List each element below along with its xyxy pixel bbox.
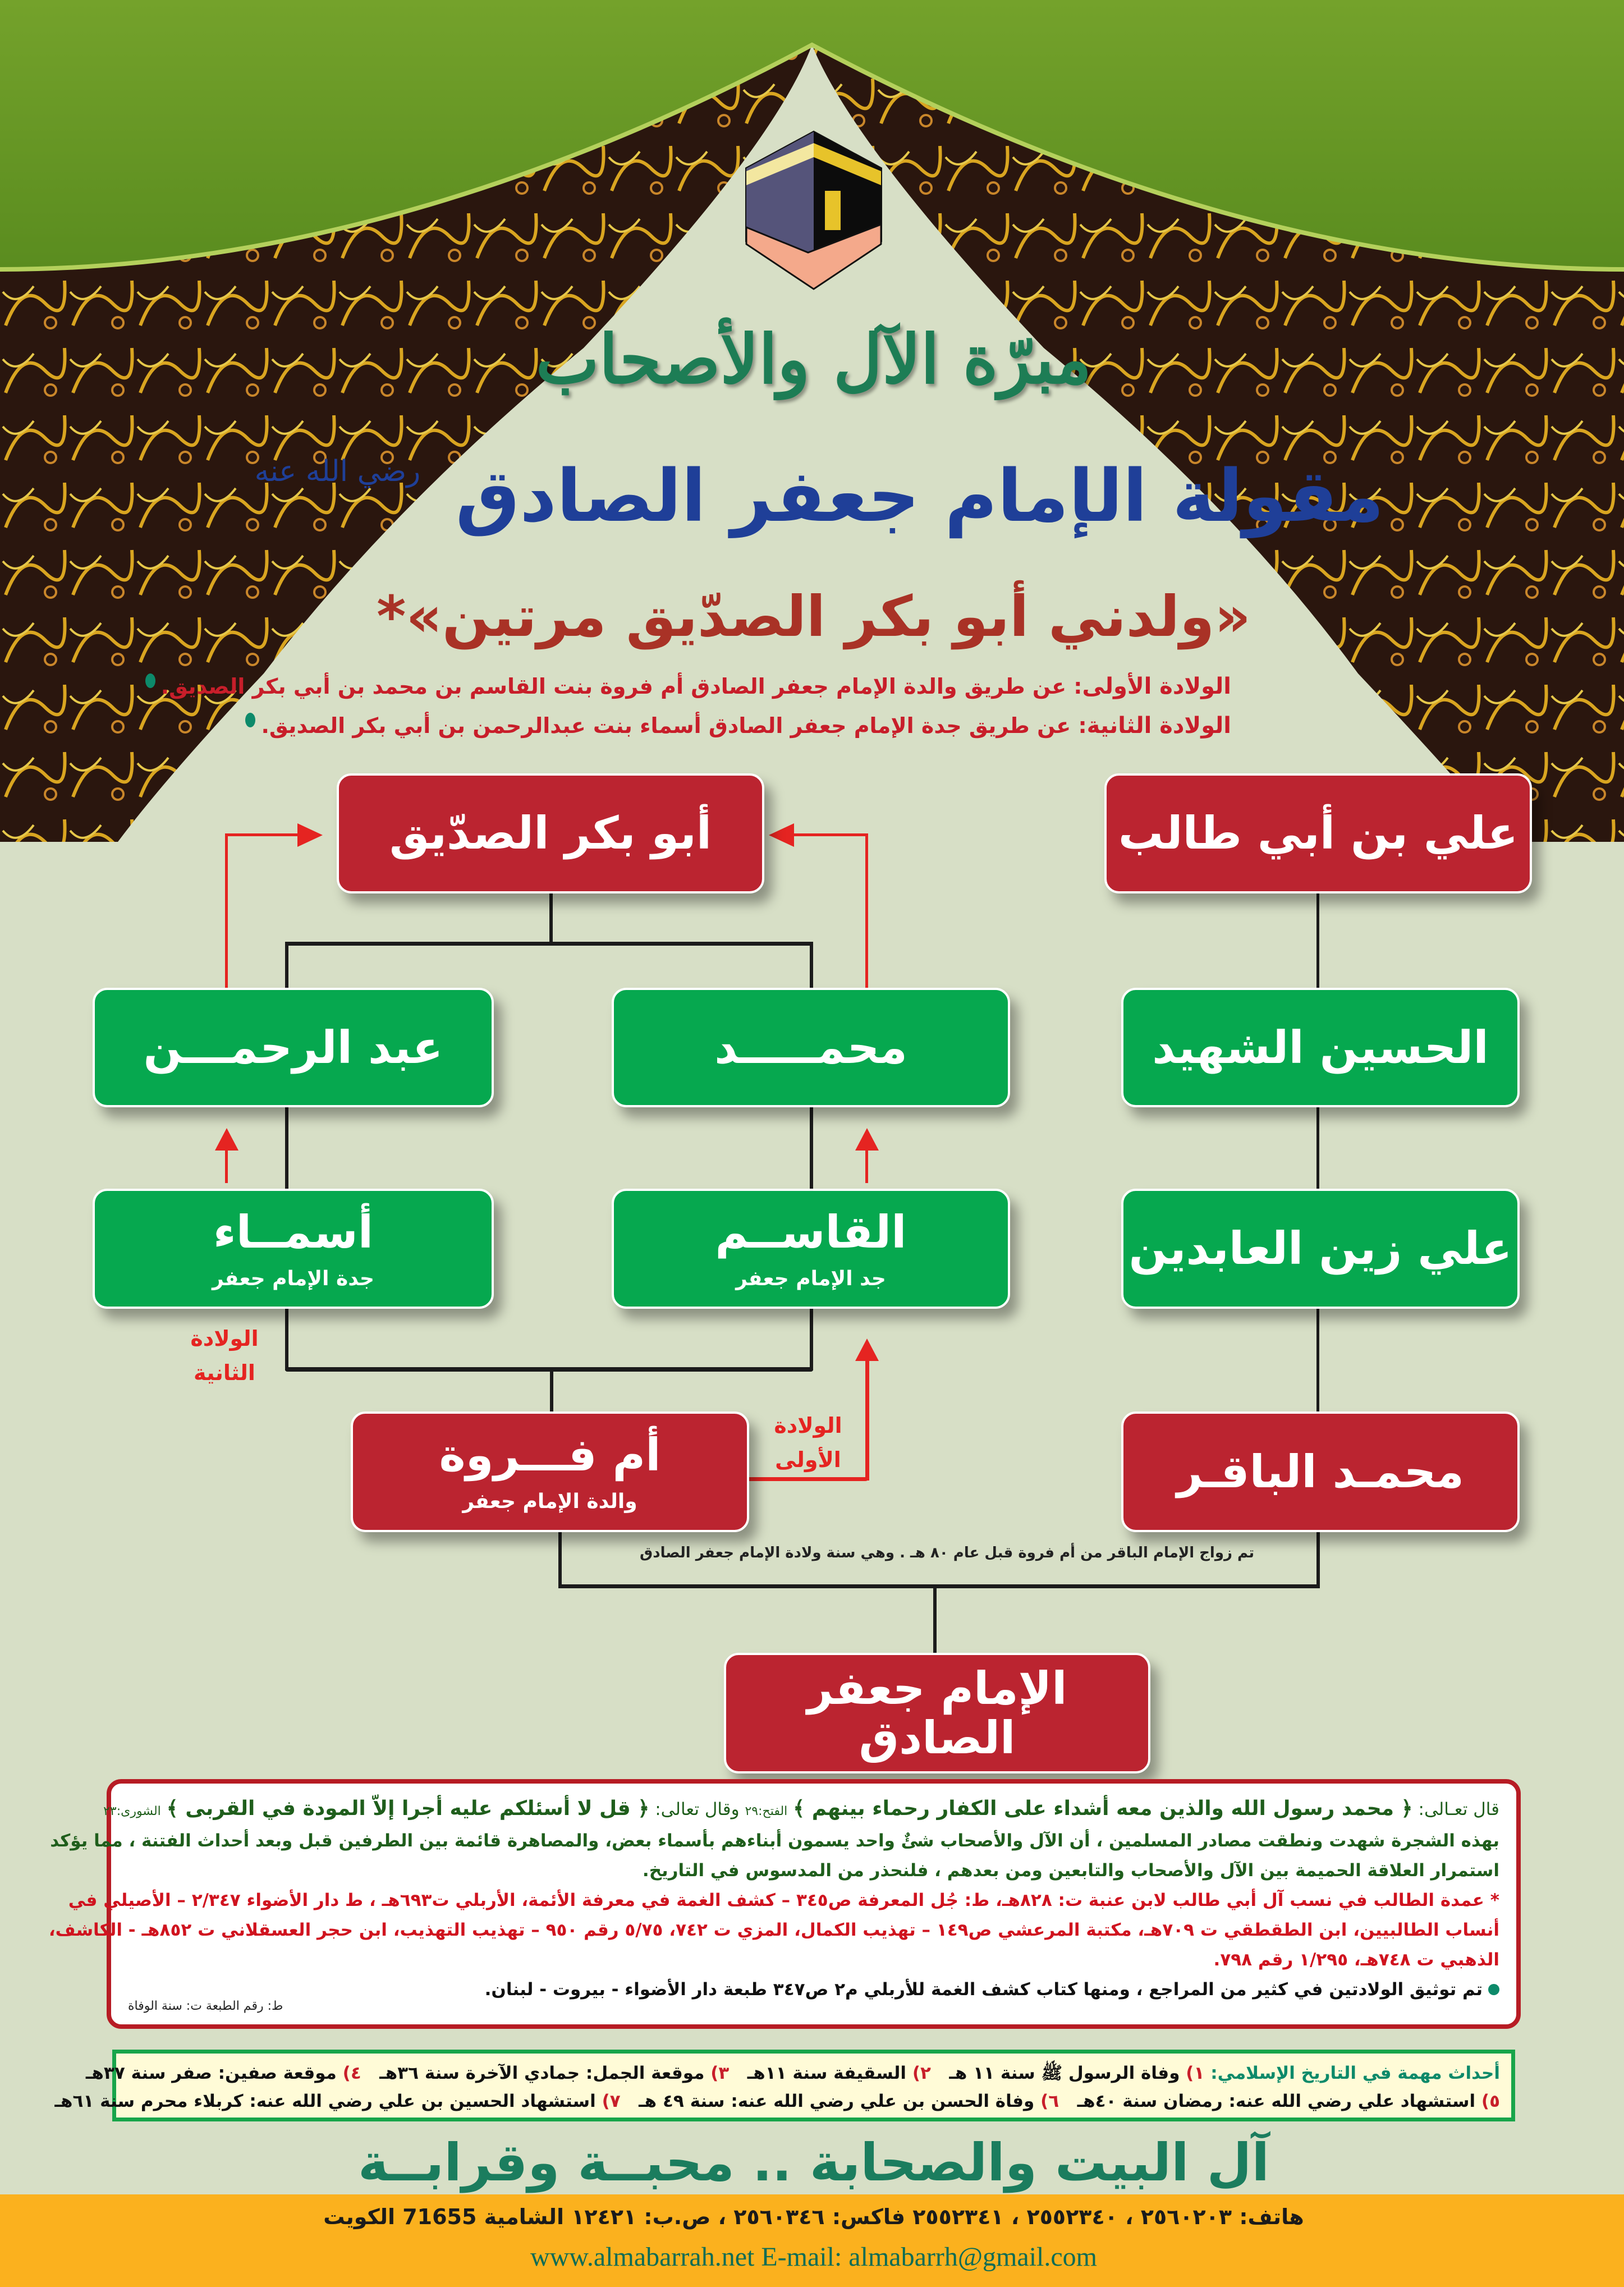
arrow-up-icon (855, 1339, 879, 1361)
documentation-text: تم توثيق الولادتين في كثير من المراجع ، ومنها كتاب كشف الغمة للأربلي م٢ ص٣٤٧ طبعة دار الأضواء - بيروت - لبنان. (484, 1979, 1483, 2000)
connector (558, 1584, 1320, 1588)
website-email[interactable]: www.almabarrah.net E-mail: almabarrh@gmail.com (530, 2242, 1098, 2272)
organization-name: مبرّة الآل والأصحاب (535, 320, 1092, 399)
connector (285, 942, 288, 988)
quran-verses-line (103, 1794, 1499, 1826)
connector (285, 1107, 288, 1189)
node-abdulrahman (93, 988, 494, 1107)
second-birth-text: : عن طريق جدة الإمام جعفر الصادق أسماء بنت عبدالرحمن بن أبي بكر الصديق. (261, 713, 1087, 738)
arrow-line (225, 1145, 228, 1183)
annotation-line: الولادة (774, 1413, 842, 1438)
node-subtitle: جدة الإمام جعفر (212, 1267, 374, 1290)
node-muhammad (612, 988, 1010, 1107)
quote-subtitle: «ولدني أبو بكر الصدّيق مرتين»* (377, 584, 1251, 649)
event-text: موقعة الجمل: جمادي الآخرة سنة ٣٦هـ (379, 2063, 705, 2083)
abbreviation-legend: ط: رقم الطبعة ت: سنة الوفاة (128, 1999, 283, 2013)
connector (285, 1367, 813, 1372)
events-line-2 (54, 2087, 1500, 2115)
node-name: أم فـــروة (439, 1429, 661, 1481)
node-umm-farwa (351, 1411, 749, 1532)
arrow-line (749, 1477, 869, 1481)
connector (285, 942, 813, 946)
annotation-line: الأولى (775, 1447, 841, 1472)
node-name: علي بن أبي طالب (1118, 807, 1519, 859)
annotation-line: الثانية (194, 1360, 255, 1385)
connector (810, 1107, 813, 1189)
node-name: علي زين العابدين (1128, 1222, 1512, 1275)
node-asma (93, 1189, 494, 1309)
title-text: مقولة الإمام جعفر الصادق (455, 455, 1384, 538)
event-text: وفاة الرسول ﷺ سنة ١١ هـ (949, 2063, 1180, 2083)
node-hussein (1121, 988, 1520, 1107)
second-birth-label: الولادة الثانية (1086, 713, 1231, 739)
node-abu-bakr (337, 773, 764, 893)
connector (550, 1369, 553, 1411)
node-subtitle: جد الإمام جعفر (736, 1267, 886, 1290)
event-text: استشهاد علي رضي الله عنه: رمضان سنة ٤٠هـ (1077, 2091, 1476, 2111)
event-number: ٥) (1481, 2091, 1500, 2111)
node-qasim (612, 1189, 1010, 1309)
second-birth-annotation (174, 1322, 275, 1390)
node-ali (1104, 773, 1532, 893)
quote-intro-2: وقال تعالى: (655, 1799, 740, 1819)
arrow-line (225, 835, 228, 988)
connector (810, 1309, 813, 1371)
honorific: رضي الله عنه (254, 455, 421, 488)
arrow-right-icon (297, 823, 323, 847)
annotation-line: الولادة (190, 1326, 259, 1351)
verse-2: ﴿ قل لا أسئلكم عليه أجرا إلاّ المودة في القربى ﴾ (166, 1797, 650, 1820)
verse-1-ref: الفتح:٢٩ (745, 1804, 788, 1818)
connector (285, 1309, 288, 1371)
node-name: محمـــــد (714, 1021, 907, 1074)
verse-2-ref: الشورى:٢٣ (103, 1804, 161, 1818)
node-name: أسمــاء (213, 1206, 374, 1258)
events-line-1 (85, 2059, 1500, 2087)
connector (1316, 893, 1319, 988)
node-name: أبو بكر الصدّيق (389, 807, 712, 859)
kaaba-handshake-logo (741, 129, 887, 297)
source-line: * عمدة الطالب في نسب آل أبي طالب لابن عنبة ت: ٨٢٨هـ، ط: جُل المعرفة ص٣٤٥ – كشف الغمة في معرفة الأئمة، الأربلي ت٦٩٣هـ ، ط دار الأضواء ٢/٣٤٧ – الأصيلي في (68, 1890, 1499, 1910)
events-title: أحداث مهمة في التاريخ الإسلامي: (1210, 2063, 1500, 2083)
arrow-line (865, 1145, 868, 1183)
arrow-line (865, 835, 868, 988)
bullet-icon (1488, 1984, 1499, 1995)
arrow-up-icon (855, 1128, 879, 1151)
event-number: ١) (1186, 2063, 1205, 2083)
event-number: ٧) (602, 2091, 621, 2111)
historical-events-box (54, 2050, 1515, 2121)
source-line: الذهبي ت ٧٤٨هـ، ١/٢٩٥ رقم ٧٩٨. (1213, 1950, 1499, 1970)
connector (1316, 1107, 1319, 1189)
bullet-icon (245, 713, 255, 727)
node-baqir (1121, 1411, 1520, 1532)
source-line: أنساب الطالبيين، ابن الطقطقي ت ٧٠٩هـ، مكتبة المرعشي ص١٤٩ – تهذيب الكمال، المزي ت ٧٤٢، ٥/٧٥ رقم ٩٥٠ – تهذيب التهذيب، ابن حجر العسقلاني ت ٨٥٢هـ - الكاشف، (48, 1920, 1499, 1940)
event-number: ٤) (342, 2063, 361, 2083)
page-title (202, 455, 1437, 538)
node-name: الإمام جعفر الصادق (807, 1662, 1067, 1764)
arrow-line (791, 833, 868, 836)
event-text: استشهاد الحسين بن علي رضي الله عنه: كربلاء محرم سنة ٦١هـ (54, 2091, 596, 2111)
node-zain-alabidin (1121, 1189, 1520, 1309)
event-text: موقعة صفين: صفر سنة ٣٧هـ (85, 2063, 337, 2083)
documentation-line (128, 1975, 1499, 2005)
verse-1: ﴿ محمد رسول الله والذين معه أشداء على الكفار رحماء بينهم ﴾ (793, 1797, 1413, 1820)
first-birth-line (145, 673, 1231, 699)
first-birth-label: الولادة الأولى (1082, 673, 1231, 699)
paragraph-line: استمرار العلاقة الحميمة بين الآل والأصحاب والتابعين ومن بعدهم ، فلنحذر من المدسوس في التاريخ. (642, 1860, 1499, 1881)
first-birth-text: : عن طريق والدة الإمام جعفر الصادق أم فروة بنت القاسم بن محمد بن أبي بكر الصديق. (160, 674, 1082, 699)
second-birth-line (245, 713, 1231, 739)
slogan: آل البيت والصحابة .. محبــة وقرابــة (357, 2133, 1269, 2193)
event-text: وفاة الحسن بن علي رضي الله عنه: سنة ٤٩ هـ (639, 2091, 1035, 2111)
event-text: السقيفة سنة ١١هـ (747, 2063, 907, 2083)
marriage-note: تم زواج الإمام الباقر من أم فروة قبل عام ٨٠ هـ . وهي سنة ولادة الإمام جعفر الصادق (640, 1544, 1255, 1561)
arrow-left-icon (769, 823, 794, 847)
node-jafar-sadiq (724, 1653, 1150, 1773)
connector (1316, 1532, 1320, 1588)
first-birth-annotation (758, 1409, 859, 1477)
connector (1316, 1309, 1319, 1411)
connector (810, 942, 813, 988)
node-subtitle: والدة الإمام جعفر (462, 1490, 637, 1513)
paragraph-line: بهذه الشجرة شهدت ونطقت مصادر المسلمين ، أن الآل والأصحاب شئٌ واحد يسمون أبناءهم بأسماء بعض، والمصاهرة قائمة بين الطرفين قبل وبعد أحداث الفتنة ، مما يؤكد (50, 1831, 1499, 1851)
arrow-line (865, 1358, 869, 1481)
node-name: محمـد الباقـر (1177, 1445, 1464, 1498)
event-number: ٢) (912, 2063, 931, 2083)
bullet-icon (145, 673, 155, 688)
connector (549, 893, 553, 944)
quote-intro: قال تعـالى: (1418, 1799, 1499, 1819)
contact-info: هاتف: ٢٥٦٠٢٠٣ ، ٢٥٥٢٣٤٠ ، ٢٥٥٢٣٤١ فاكس: ٢٥٦٠٣٤٦ ، ص.ب: ١٢٤٢١ الشامية 71655 الكويت (323, 2204, 1304, 2229)
arrow-up-icon (215, 1128, 238, 1151)
node-name: الحسين الشهيد (1152, 1021, 1489, 1074)
event-number: ٣) (710, 2063, 730, 2083)
connector (933, 1586, 937, 1653)
event-number: ٦) (1040, 2091, 1059, 2111)
connector (558, 1532, 562, 1588)
references-box (48, 1779, 1521, 2029)
node-name: عبد الرحمـــن (143, 1021, 443, 1074)
node-name: القاســم (715, 1206, 907, 1258)
arrow-line (225, 833, 304, 836)
